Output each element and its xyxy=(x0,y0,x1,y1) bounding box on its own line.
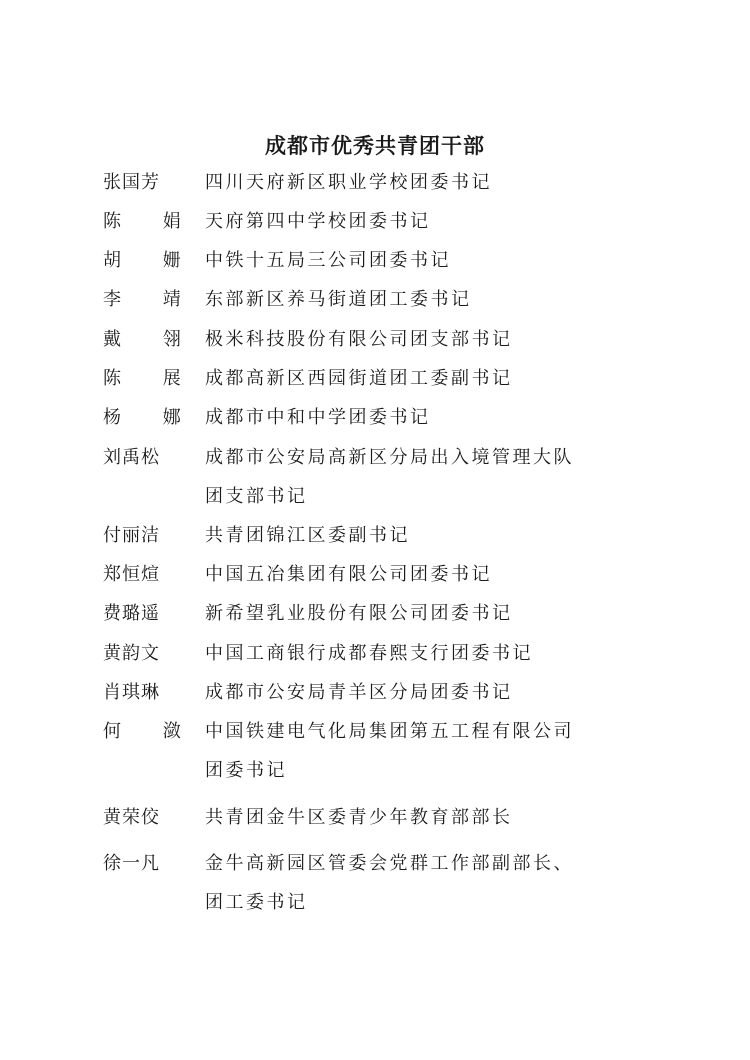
person-position: 中国铁建电气化局集团第五工程有限公司 团委书记 xyxy=(205,721,574,781)
person-name: 黄荣佼 xyxy=(103,807,160,828)
person-name: 杨 娜 xyxy=(103,407,199,428)
person-position: 中国工商银行成都春熙支行团委书记 xyxy=(205,643,533,664)
person-position: 东部新区养马街道团工委书记 xyxy=(205,289,472,310)
person-position: 成都市公安局高新区分局出入境管理大队 团支部书记 xyxy=(205,447,574,507)
person-position: 成都高新区西园街道团工委副书记 xyxy=(205,368,513,389)
person-name: 付丽洁 xyxy=(103,525,160,546)
person-name: 刘禹松 xyxy=(103,447,160,468)
person-position: 中铁十五局三公司团委书记 xyxy=(205,250,451,271)
person-position: 四川天府新区职业学校团委书记 xyxy=(205,172,492,193)
person-name: 徐一凡 xyxy=(103,853,160,874)
person-position: 金牛高新园区管委会党群工作部副部长、 团工委书记 xyxy=(205,853,574,913)
person-name: 黄韵文 xyxy=(103,643,160,664)
person-name: 张国芳 xyxy=(103,172,160,193)
person-position: 共青团金牛区委青少年教育部部长 xyxy=(205,807,513,828)
person-position: 新希望乳业股份有限公司团委书记 xyxy=(205,603,513,624)
page-title: 成都市优秀共青团干部 xyxy=(265,133,485,158)
person-name: 肖琪琳 xyxy=(103,682,160,703)
person-name: 陈 展 xyxy=(103,368,199,389)
person-name: 李 靖 xyxy=(103,289,199,310)
person-position: 成都市中和中学团委书记 xyxy=(205,407,431,428)
person-name: 何 潋 xyxy=(103,721,199,742)
person-position: 成都市公安局青羊区分局团委书记 xyxy=(205,682,513,703)
person-position: 中国五冶集团有限公司团委书记 xyxy=(205,564,492,585)
person-name: 郑恒煊 xyxy=(103,564,160,585)
person-position: 共青团锦江区委副书记 xyxy=(205,525,410,546)
person-position: 天府第四中学校团委书记 xyxy=(205,211,431,232)
person-position: 极米科技股份有限公司团支部书记 xyxy=(205,329,513,350)
person-name: 陈 娟 xyxy=(103,211,199,232)
person-name: 戴 翎 xyxy=(103,329,199,350)
person-name: 胡 姗 xyxy=(103,250,199,271)
person-name: 费璐遥 xyxy=(103,603,160,624)
